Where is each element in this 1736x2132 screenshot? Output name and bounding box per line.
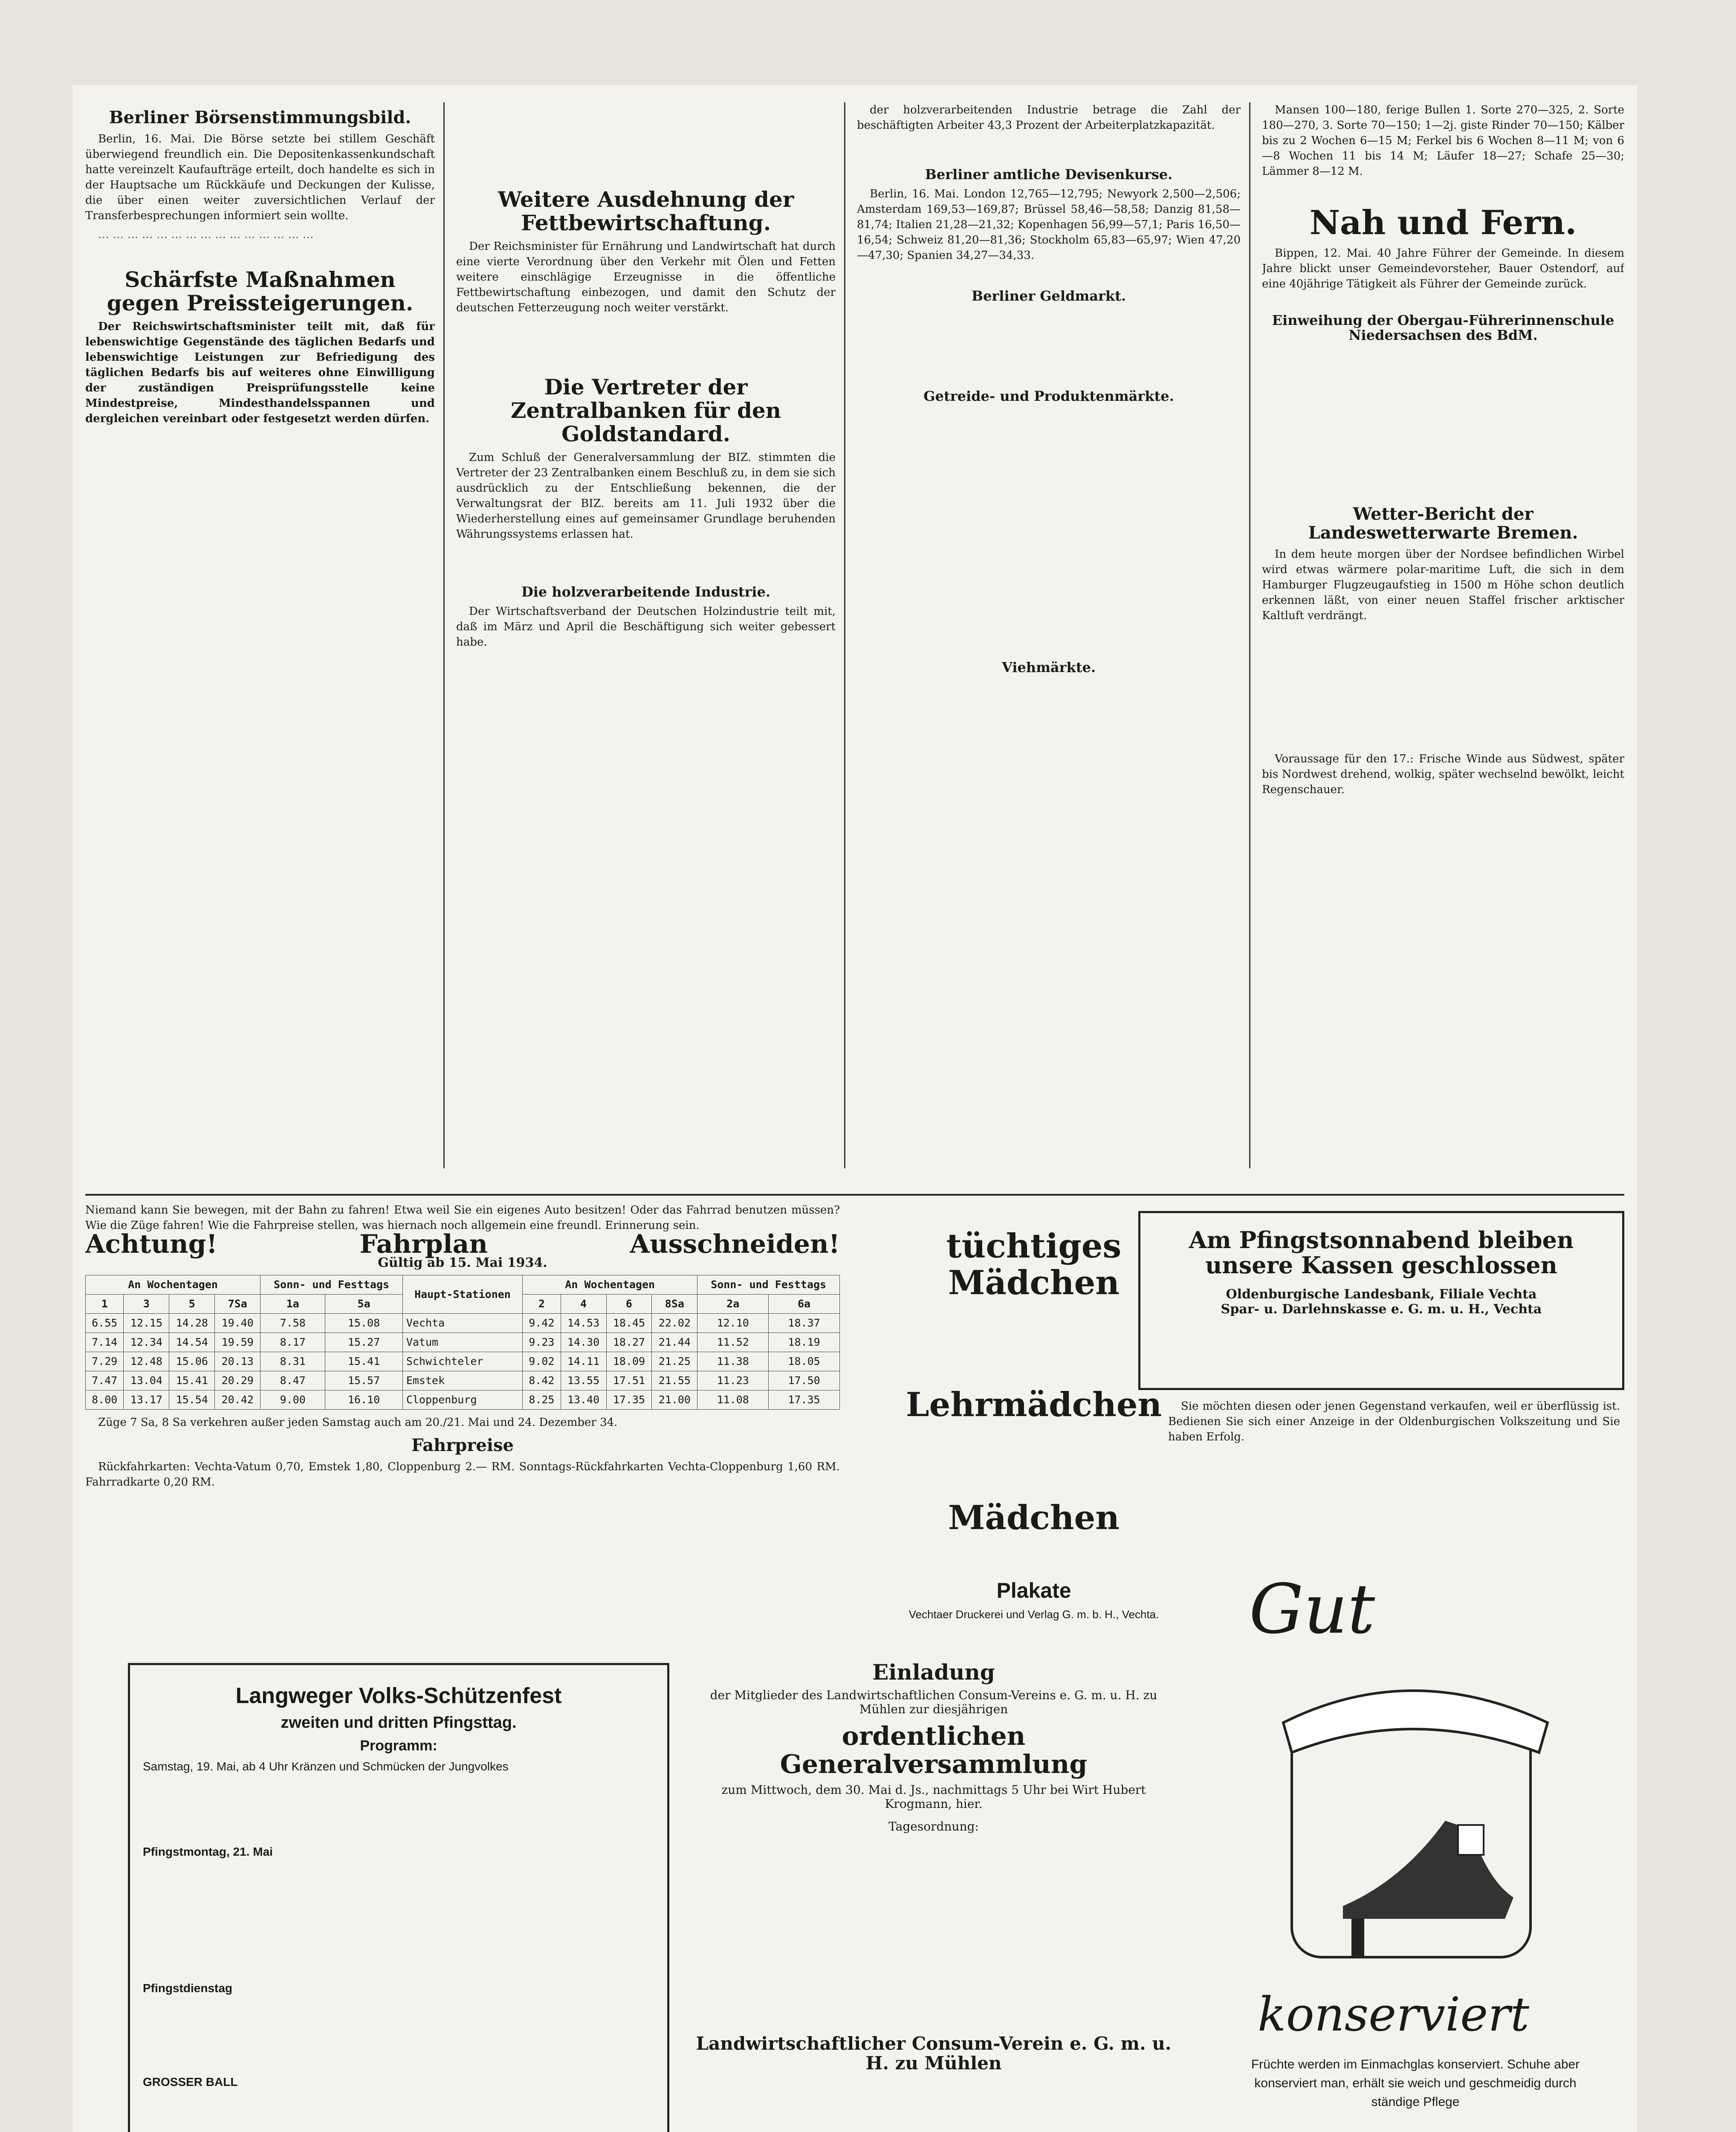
newspaper-page <box>72 85 1637 2132</box>
time-cell: 13.40 <box>561 1390 606 1410</box>
table-row <box>86 1390 840 1410</box>
time-cell: 15.08 <box>325 1314 403 1333</box>
time-cell: 13.04 <box>124 1371 169 1390</box>
time-cell: 17.51 <box>606 1371 652 1390</box>
column-3 <box>857 102 1241 1185</box>
time-cell: 12.15 <box>124 1314 169 1333</box>
time-cell: 15.27 <box>325 1333 403 1352</box>
train-number: 3 <box>124 1295 169 1314</box>
ad-line: GROSSER BALL <box>143 2075 238 2089</box>
header-stations: Haupt-Stationen <box>402 1275 522 1314</box>
time-cell: 7.47 <box>86 1371 124 1390</box>
time-cell: 8.47 <box>260 1371 325 1390</box>
schuetzenfest-ad <box>128 1663 669 2132</box>
table-row <box>86 1352 840 1371</box>
einladung-ad <box>678 1646 1189 2132</box>
time-cell: 14.28 <box>169 1314 215 1333</box>
table-row <box>86 1371 840 1390</box>
article-text: Bippen, 12. Mai. 40 Jahre Führer der Gemeinde. In diesem Jahre blickt unser Gemeindevorsteher, Bauer Ostendorf, auf eine 40jährige Tätigkeit als Führer der Gemeinde zurück. <box>1262 246 1624 290</box>
time-cell: 8.25 <box>523 1390 561 1410</box>
time-cell: 17.35 <box>606 1390 652 1410</box>
time-cell: 16.10 <box>325 1390 403 1410</box>
headline: Berliner Geldmarkt. <box>972 288 1126 304</box>
train-number: 7Sa <box>215 1295 260 1314</box>
header-weekdays-right: An Wochentagen <box>523 1275 697 1295</box>
header-sundays-left: Sonn- und Festtags <box>260 1275 403 1295</box>
classified-headline: Mädchen <box>948 1498 1120 1538</box>
plakate-sub: Vechtaer Druckerei und Verlag G. m. b. H., Vechta. <box>909 1608 1159 1621</box>
time-cell: 12.48 <box>124 1352 169 1371</box>
timetable-intro: Niemand kann Sie bewegen, mit der Bahn zu fahren! Etwa weil Sie ein eigenes Auto besitzen! Oder das Fahrrad benutzen müssen? Wie die Züge fahren! Wie die Fahrpreise stellen, was hiernach noch allgemein eine freundl. Erinnerung sein. <box>85 1204 840 1232</box>
article-text: Mansen 100—180, ferige Bullen 1. Sorte 270—325, 2. Sorte 180—270, 3. Sorte 70—150; 1—2j. giste Rinder 70—150; Kälber bis zu 2 Wochen 6—15 M; Ferkel bis 6 Wochen 8—11 M; von 6—8 Wochen 11 bis 14 M; Läufer 18—27; Schafe 25—30; Lämmer 8—12 M. <box>1262 104 1624 178</box>
header-sundays-right: Sonn- und Festtags <box>697 1275 840 1295</box>
time-cell: 19.59 <box>215 1333 260 1352</box>
train-number: 5a <box>325 1295 403 1314</box>
headline: Berliner amtliche Devisenkurse. <box>925 166 1173 182</box>
station-name: Vatum <box>402 1333 522 1352</box>
column-rule <box>443 102 445 1168</box>
headline: Nah und Fern. <box>1309 203 1577 242</box>
time-cell: 7.29 <box>86 1352 124 1371</box>
time-cell: 15.57 <box>325 1371 403 1390</box>
time-cell: 8.17 <box>260 1333 325 1352</box>
time-cell: 11.38 <box>697 1352 769 1371</box>
time-cell: 9.42 <box>523 1314 561 1333</box>
article-text: Der Reichswirtschaftsminister teilt mit, daß für lebenswichtige Gegenstände des täglichen Bedarfs und lebenswichtige Leistungen zur Befriedigung des täglichen Bedarfs bis auf weiteres ohne Einwilligung der zuständigen Preisprüfungsstelle keine Mindestpreise, Mindesthandelsspannen und dergleichen vereinbart oder festgesetzt werden dürfen. <box>85 320 435 425</box>
ad-line: Oldenburgische Landesbank, Filiale Vechta <box>1226 1286 1537 1302</box>
time-cell: 13.17 <box>124 1390 169 1410</box>
timetable-valid: Gültig ab 15. Mai 1934. <box>378 1255 547 1270</box>
time-cell: 7.58 <box>260 1314 325 1333</box>
header-weekdays-left: An Wochentagen <box>86 1275 260 1295</box>
erdal-text: Früchte werden im Einmachglas konserviert. Schuhe aber konserviert man, erhält sie weich und geschmeidig durch ständige Pflege <box>1251 2057 1580 2109</box>
time-cell: 21.44 <box>652 1333 697 1352</box>
ad-line: zum Mittwoch, dem 30. Mai d. Js., nachmittags 5 Uhr bei Wirt Hubert Krogmann, hier. <box>721 1783 1146 1811</box>
ad-subtitle: zweiten und dritten Pfingsttag. <box>281 1714 517 1732</box>
timetable-title-right: Ausschneiden! <box>630 1229 840 1259</box>
train-number: 4 <box>561 1295 606 1314</box>
train-number: 1 <box>86 1295 124 1314</box>
time-cell: 11.23 <box>697 1371 769 1390</box>
article-text: Der Wirtschaftsverband der Deutschen Holzindustrie teilt mit, daß im März und April die Beschäftigung sich weiter gebessert habe. <box>456 605 836 649</box>
section-divider <box>85 1194 1624 1196</box>
time-cell: 20.42 <box>215 1390 260 1410</box>
column-2 <box>456 102 836 1185</box>
time-cell: 18.05 <box>769 1352 840 1371</box>
ad-signature: Landwirtschaftlicher Consum-Verein e. G. m. u. H. zu Mühlen <box>696 2033 1172 2074</box>
time-cell: 9.00 <box>260 1390 325 1410</box>
time-cell: 14.53 <box>561 1314 606 1333</box>
ad-line: Spar- u. Darlehnskasse e. G. m. u. H., Vechta <box>1221 1301 1542 1317</box>
time-cell: 20.29 <box>215 1371 260 1390</box>
time-cell: 15.06 <box>169 1352 215 1371</box>
time-cell: 8.42 <box>523 1371 561 1390</box>
time-cell: 15.41 <box>325 1352 403 1371</box>
erdal-ad <box>1215 1544 1624 2132</box>
ad-line: Pfingstdienstag <box>143 1981 233 1995</box>
headline: Einweihung der Obergau-Führerinnenschule Niedersachsen des BdM. <box>1272 312 1614 343</box>
station-name: Vechta <box>402 1314 522 1333</box>
time-cell: 13.55 <box>561 1371 606 1390</box>
time-cell: 15.54 <box>169 1390 215 1410</box>
article-text: Der Reichsminister für Ernährung und Landwirtschaft hat durch eine vierte Verordnung über den Verkehr mit Ölen und Fetten weitere einschlägige Erzeugnisse in die öffentliche Fettbewirtschaftung einbezogen, und damit den Schutz der deutschen Fetterzeugung noch weiter verstärkt. <box>456 240 836 314</box>
headline: Die holzverarbeitende Industrie. <box>521 584 771 600</box>
timetable-table <box>85 1275 840 1410</box>
time-cell: 18.37 <box>769 1314 840 1333</box>
kassen-ad <box>1138 1211 1624 1390</box>
train-number: 6a <box>769 1295 840 1314</box>
timetable-note: Züge 7 Sa, 8 Sa verkehren außer jeden Samstag auch am 20./21. Mai und 24. Dezember 34. <box>98 1416 618 1429</box>
train-number: 5 <box>169 1295 215 1314</box>
time-cell: 8.00 <box>86 1390 124 1410</box>
classified-headline: Lehrmädchen <box>906 1385 1162 1424</box>
timetable-section <box>85 1202 840 1637</box>
station-name: Schwichteler <box>402 1352 522 1371</box>
station-name: Cloppenburg <box>402 1390 522 1410</box>
ad-title: Einladung <box>872 1660 995 1685</box>
column-rule <box>1249 102 1250 1168</box>
time-cell: 18.27 <box>606 1333 652 1352</box>
time-cell: 9.02 <box>523 1352 561 1371</box>
column-rule <box>844 102 845 1168</box>
time-cell: 15.41 <box>169 1371 215 1390</box>
time-cell: 14.30 <box>561 1333 606 1352</box>
headline: Viehmärkte. <box>1002 659 1096 675</box>
headline: Schärfste Maßnahmen gegen Preissteigerungen. <box>107 267 414 316</box>
note-text: Sie möchten diesen oder jenen Gegenstand verkaufen, weil er überflüssig ist. Bedienen Sie sich einer Anzeige in der Oldenburgischen Volkszeitung und Sie haben Erfolg. <box>1168 1400 1620 1443</box>
time-cell: 18.19 <box>769 1333 840 1352</box>
train-number: 2 <box>523 1295 561 1314</box>
time-cell: 17.35 <box>769 1390 840 1410</box>
ad-title: Am Pfingstsonnabend bleiben unsere Kassen geschlossen <box>1189 1226 1574 1279</box>
headline: Getreide- und Produktenmärkte. <box>923 388 1174 405</box>
headline: Berliner Börsenstimmungsbild. <box>109 107 411 127</box>
fares-text: Rückfahrkarten: Vechta-Vatum 0,70, Emstek 1,80, Cloppenburg 2.— RM. Sonntags-Rückfahrkarten Vechta-Cloppenburg 1,60 RM. Fahrradkarte 0,20 RM. <box>85 1460 840 1489</box>
article-text: Voraussage für den 17.: Frische Winde aus Südwest, später bis Nordwest drehend, wolkig, später wechselnd bewölkt, leicht Regenschauer. <box>1262 753 1624 797</box>
time-cell: 18.09 <box>606 1352 652 1371</box>
article-text: … … … … … … … … … … … … … … … <box>98 228 314 241</box>
time-cell: 18.45 <box>606 1314 652 1333</box>
column-4 <box>1262 102 1624 1185</box>
erdal-konserviert: konserviert <box>1258 1987 1530 2042</box>
time-cell: 7.14 <box>86 1333 124 1352</box>
train-number: 2a <box>697 1295 769 1314</box>
timetable-title-left: Achtung! <box>85 1229 217 1259</box>
fares-title: Fahrpreise <box>411 1435 514 1455</box>
time-cell: 12.10 <box>697 1314 769 1333</box>
time-cell: 14.54 <box>169 1333 215 1352</box>
jar-shoe-illustration <box>1266 1642 1565 1974</box>
time-cell: 12.34 <box>124 1333 169 1352</box>
ad-program-label: Programm: <box>360 1737 437 1754</box>
plakate-headline: Plakate <box>996 1579 1071 1603</box>
table-row <box>86 1333 840 1352</box>
column-1 <box>85 102 435 1185</box>
article-text: Berlin, 16. Mai. Die Börse setzte bei stillem Geschäft überwiegend freundlich ein. Die Depositenkassenkundschaft hatte vereinzelt Kaufaufträge erteilt, doch handelte es sich in der Hauptsache um Rückkäufe und Deckungen der Kulisse, die über einen weiter zuversichtlichen Verlauf der Transferbesprechungen informiert sein wollte. <box>85 133 435 222</box>
table-row <box>86 1314 840 1333</box>
time-cell: 8.31 <box>260 1352 325 1371</box>
headline: Wetter-Bericht der Landeswetterwarte Bremen. <box>1308 504 1578 543</box>
article-text: Zum Schluß der Generalversammlung der BIZ. stimmten die Vertreter der 23 Zentralbanken einem Beschluß zu, in dem sie sich ausdrücklich zu der Entschließung bekennen, die der Verwaltungsrat der BIZ. bereits am 11. Juli 1932 über die Wiederherstellung eines auf gemeinsamer Grundlage beruhenden Währungssystems erlassen hat. <box>456 451 836 541</box>
time-cell: 11.52 <box>697 1333 769 1352</box>
time-cell: 9.23 <box>523 1333 561 1352</box>
train-number: 6 <box>606 1295 652 1314</box>
time-cell: 19.40 <box>215 1314 260 1333</box>
article-text: Berlin, 16. Mai. London 12,765—12,795; Newyork 2,500—2,506; Amsterdam 169,53—169,87; Brüssel 58,46—58,58; Danzig 81,58—81,74; Italien 21,28—21,32; Kopenhagen 56,99—57,1; Paris 16,50—16,54; Schweiz 81,20—81,36; Stockholm 65,83—65,97; Wien 47,20—47,30; Spanien 34,27—34,33. <box>857 188 1241 262</box>
article-text: In dem heute morgen über der Nordsee befindlichen Wirbel wird etwas wärmere polar-maritime Luft, die sich in dem Hamburger Flugzeugaufstieg in 1500 m Höhe schon deutlich erkennen läßt, von einer neuen Staffel frischer arktischer Kaltluft verdrängt. <box>1262 548 1624 623</box>
verkaufen-note <box>1168 1399 1620 1450</box>
headline: Weitere Ausdehnung der Fettbewirtschaftung. <box>498 187 794 235</box>
ad-headline: ordentlichen Generalversammlung <box>780 1721 1088 1779</box>
time-cell: 22.02 <box>652 1314 697 1333</box>
ad-line: Pfingstmontag, 21. Mai <box>143 1845 273 1859</box>
time-cell: 21.00 <box>652 1390 697 1410</box>
time-cell: 20.13 <box>215 1352 260 1371</box>
ad-title: Langweger Volks-Schützenfest <box>235 1683 562 1708</box>
article-text: der holzverarbeitenden Industrie betrage die Zahl der beschäftigten Arbeiter 43,3 Prozent der Arbeiterplatzkapazität. <box>857 104 1241 132</box>
erdal-gut: Gut <box>1249 1569 1375 1649</box>
timetable-title-mid: Fahrplan <box>359 1229 488 1259</box>
train-number: 8Sa <box>652 1295 697 1314</box>
classified-headline: tüchtiges Mädchen <box>946 1227 1122 1302</box>
train-number: 1a <box>260 1295 325 1314</box>
time-cell: 17.50 <box>769 1371 840 1390</box>
time-cell: 11.08 <box>697 1390 769 1410</box>
time-cell: 14.11 <box>561 1352 606 1371</box>
time-cell: 6.55 <box>86 1314 124 1333</box>
time-cell: 21.55 <box>652 1371 697 1390</box>
time-cell: 21.25 <box>652 1352 697 1371</box>
station-name: Emstek <box>402 1371 522 1390</box>
ad-label: Tagesordnung: <box>888 1819 979 1834</box>
headline: Die Vertreter der Zentralbanken für den Goldstandard. <box>510 374 781 446</box>
ad-line: der Mitglieder des Landwirtschaftlichen Consum-Vereins e. G. m. u. H. zu Mühlen zur diesjährigen <box>710 1688 1157 1716</box>
ad-line: Samstag, 19. Mai, ab 4 Uhr Kränzen und Schmücken der Jungvolkes <box>143 1760 509 1773</box>
